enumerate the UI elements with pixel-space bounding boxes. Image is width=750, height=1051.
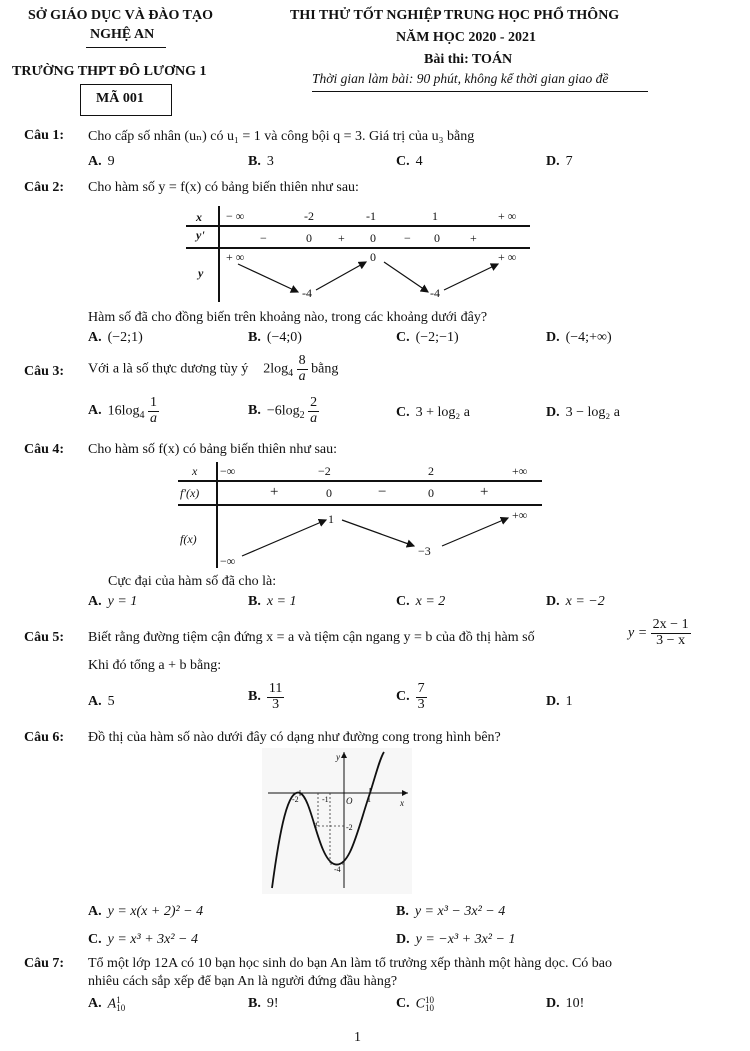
q7-label: Câu 7: [24, 956, 65, 971]
q6-graph [262, 748, 412, 894]
q2-x-val-3: -1 [366, 209, 376, 223]
province-name: NGHỆ AN [90, 27, 155, 42]
q2-option-d[interactable] [546, 330, 612, 346]
q3-option-a-den: a [150, 410, 158, 426]
q3-option-b-base: 2 [299, 410, 305, 422]
q7-option-a-value: A [107, 996, 117, 1012]
q6-option-a-value: y = x(x + 2)² − 4 [107, 904, 204, 919]
q2-y-top-right: + ∞ [498, 250, 517, 264]
q2-sign-7: + [470, 231, 477, 245]
q5-option-d-key: D. [546, 694, 560, 709]
q5-option-c-key: C. [396, 689, 410, 705]
q2-sign-1: − [260, 231, 267, 245]
q5-option-c[interactable] [396, 682, 427, 712]
q7-option-b-key: B. [248, 996, 261, 1011]
q6-option-c-value: y = x³ + 3x² − 4 [107, 932, 199, 947]
q3-text-pre: Với a là số thực dương tùy ý [88, 361, 249, 377]
q2-label: Câu 2: [24, 180, 65, 195]
q5-line2: Khi đó tổng a + b bằng: [88, 658, 222, 673]
q2-option-d-value: (−4;+∞) [565, 330, 612, 345]
q2-option-c-value: (−2;−1) [415, 330, 459, 345]
q6-axis-y: y [336, 752, 340, 762]
q4-option-b-value: x = 1 [266, 594, 297, 609]
q5-option-a[interactable] [88, 694, 115, 710]
q4-option-d-value: x = −2 [565, 594, 605, 609]
q2-x-val-5: + ∞ [498, 209, 517, 223]
q2-y-min-1: -4 [302, 286, 312, 300]
q2-sign-6: 0 [434, 231, 440, 245]
q2-x-val-2: -2 [304, 209, 314, 223]
q2-y-top-left: + ∞ [226, 250, 245, 264]
q5-option-c-den: 3 [417, 696, 425, 712]
q2-option-b-key: B. [248, 330, 261, 345]
q5-option-b[interactable] [248, 682, 284, 712]
q5-option-b-num: 11 [268, 681, 283, 696]
q2-row-yprime: y' [196, 228, 205, 242]
q2-row-x: x [196, 210, 202, 224]
q2-text: Cho hàm số y = f(x) có bảng biến thiên như sau: [88, 180, 359, 195]
q3-option-a[interactable] [88, 396, 159, 426]
q4-row-fprime: f′(x) [180, 486, 200, 500]
q4-sign-5: + [480, 484, 489, 500]
q3-option-b-den: a [310, 410, 318, 426]
q4-x-val-1: −∞ [220, 464, 236, 478]
q3-expr-den: a [298, 368, 306, 384]
q3-option-c[interactable] [396, 405, 470, 421]
q2-sign-3: + [338, 231, 345, 245]
q7-option-b[interactable] [248, 996, 279, 1012]
q1-option-b-key: B. [248, 154, 261, 169]
q3-option-c-key: C. [396, 405, 410, 420]
q1-option-a[interactable] [88, 154, 115, 170]
q3-option-b-coef: −6log [266, 403, 300, 419]
q3-expr-num: 8 [298, 353, 306, 368]
q6-text: Đồ thị của hàm số nào dưới đây có dạng như đường cong trong hình bên? [88, 730, 501, 745]
q2-row-y: y [198, 266, 204, 280]
q3-expr-fraction [297, 354, 308, 384]
q1-option-d-key: D. [546, 154, 560, 169]
q5-fn-pre: y = [628, 625, 648, 641]
q7-option-b-value: 9! [266, 996, 279, 1011]
q6-option-a-key: A. [88, 904, 102, 919]
q5-option-d[interactable] [546, 694, 573, 710]
q7-text-line1: Tổ một lớp 12A có 10 bạn học sinh do bạn An làm tổ trưởng xếp thành một hàng dọc. Có bao [88, 956, 612, 971]
q2-option-d-key: D. [546, 330, 560, 345]
q4-sign-3: − [378, 484, 387, 500]
q3-option-c-value: 3 + log₂ a [415, 405, 471, 420]
q4-x-val-4: +∞ [512, 464, 528, 478]
q3-text-post: bằng [311, 361, 339, 377]
q4-option-a-key: A. [88, 594, 102, 609]
q4-sign-2: 0 [326, 486, 332, 500]
q7-option-d-value: 10! [565, 996, 585, 1011]
dept-name: SỞ GIÁO DỤC VÀ ĐÀO TẠO [28, 8, 214, 23]
q6-tick-1: 1 [367, 795, 371, 804]
q6-label-i: 1 [314, 821, 318, 830]
q4-row-f: f(x) [180, 532, 197, 546]
q4-x-val-3: 2 [428, 464, 434, 478]
q2-x-val-1: − ∞ [226, 209, 245, 223]
q6-option-d[interactable] [396, 932, 515, 948]
q7-option-c-key: C. [396, 996, 410, 1012]
q6-label: Câu 6: [24, 730, 65, 745]
q4-row-x: x [192, 464, 198, 478]
q4-f-right: +∞ [512, 508, 528, 522]
q2-variation-table [186, 206, 530, 302]
q6-tick-neg2: -2 [292, 795, 299, 804]
q7-option-d[interactable] [546, 996, 584, 1012]
q5-fn-fraction [651, 618, 691, 648]
q3-option-b-fraction [308, 396, 319, 426]
q2-option-a-key: A. [88, 330, 102, 345]
q5-option-b-key: B. [248, 689, 261, 705]
q1-option-a-key: A. [88, 154, 102, 169]
q2-y-mid: 0 [370, 250, 376, 264]
school-name: TRƯỜNG THPT ĐÔ LƯƠNG 1 [12, 64, 207, 79]
q5-option-c-fraction [416, 682, 427, 712]
q1-option-c-value: 4 [415, 154, 423, 169]
q1-option-b-value: 3 [266, 154, 274, 169]
q6-tick-y-neg4: -4 [334, 865, 341, 874]
q7-option-c-value: C [415, 996, 425, 1012]
q7-option-c-sup: 10 [424, 995, 434, 1005]
q7-option-a[interactable] [88, 996, 125, 1012]
q5-fn-num: 2x − 1 [652, 617, 689, 632]
time-limit: Thời gian làm bài: 90 phút, không kể thời gian giao đề [312, 71, 609, 86]
q4-f-min: −3 [418, 544, 431, 558]
q7-option-a-key: A. [88, 996, 102, 1012]
q3-label: Câu 3: [24, 364, 65, 379]
q3-line [88, 354, 338, 384]
q2-sign-2: 0 [306, 231, 312, 245]
q5-text: Biết rằng đường tiệm cận đứng x = a và tiệm cận ngang y = b của đồ thị hàm số [88, 630, 535, 645]
q7-option-a-sup: 1 [116, 995, 121, 1005]
q7-option-c[interactable] [396, 996, 434, 1012]
q4-f-left: −∞ [220, 554, 236, 568]
q1-text: Cho cấp số nhân (uₙ) có u₁ = 1 và công bội q = 3. Giá trị của u₃ bằng [88, 129, 475, 144]
header-underline-right [312, 91, 648, 92]
q5-option-a-value: 5 [107, 694, 115, 709]
page-number: 1 [354, 1030, 361, 1045]
exam-title: THI THỬ TỐT NGHIỆP TRUNG HỌC PHỔ THÔNG [290, 8, 620, 23]
q3-option-a-num: 1 [150, 395, 158, 410]
q4-option-b-key: B. [248, 594, 261, 609]
q1-option-c-key: C. [396, 154, 410, 169]
q7-text-line2: nhiêu cách sắp xếp để bạn An là người đứng đầu hàng? [88, 974, 398, 989]
q2-option-c-key: C. [396, 330, 410, 345]
q7-option-d-key: D. [546, 996, 560, 1011]
q1-option-d-value: 7 [565, 154, 573, 169]
q2-sign-5: − [404, 231, 411, 245]
q4-x-val-2: −2 [318, 464, 331, 478]
q2-option-b[interactable] [248, 330, 302, 346]
q6-option-b-key: B. [396, 904, 409, 919]
q4-option-a[interactable] [88, 594, 137, 610]
q2-question: Hàm số đã cho đồng biến trên khoảng nào, trong các khoảng dưới đây? [88, 310, 488, 325]
q6-option-c-key: C. [88, 932, 102, 947]
q6-option-a[interactable] [88, 904, 203, 920]
q1-label: Câu 1: [24, 128, 65, 143]
q7-option-a-sub: 10 [116, 1003, 126, 1014]
q3-option-a-base: 4 [139, 410, 145, 422]
q1-option-d[interactable] [546, 154, 573, 170]
q4-f-max: 1 [328, 512, 334, 526]
q6-axis-x: x [400, 798, 404, 808]
subject: Bài thi: TOÁN [424, 52, 513, 67]
q6-tick-neg1: -1 [322, 795, 329, 804]
q5-option-b-den: 3 [272, 696, 280, 712]
q4-label: Câu 4: [24, 442, 65, 457]
q3-expr-coef: 2log [263, 361, 289, 377]
q4-option-b[interactable] [248, 594, 297, 610]
q2-option-a-value: (−2;1) [107, 330, 143, 345]
q5-option-c-num: 7 [417, 681, 425, 696]
q3-option-a-key: A. [88, 403, 102, 419]
q1-option-a-value: 9 [107, 154, 115, 169]
q3-option-b-key: B. [248, 403, 261, 419]
q4-option-d[interactable] [546, 594, 605, 610]
q5-option-d-value: 1 [565, 694, 573, 709]
q3-option-a-fraction [148, 396, 159, 426]
q5-function [628, 618, 691, 648]
q3-option-d-value: 3 − log₂ a [565, 405, 621, 420]
q6-option-b-value: y = x³ − 3x² − 4 [414, 904, 506, 919]
exam-code: MÃ 001 [96, 91, 144, 106]
q4-variation-arrows [178, 462, 542, 568]
q3-option-a-coef: 16log [107, 403, 140, 419]
q5-fn-den: 3 − x [656, 632, 686, 648]
q4-text: Cho hàm số f(x) có bảng biến thiên như sau: [88, 442, 338, 457]
q4-option-c[interactable] [396, 594, 445, 610]
q6-option-d-value: y = −x³ + 3x² − 1 [415, 932, 516, 947]
q6-tick-y-neg2: -2 [346, 823, 353, 832]
q7-option-c-sub: 10 [424, 1003, 434, 1014]
q6-option-c[interactable] [88, 932, 198, 948]
q3-option-d[interactable] [546, 405, 620, 421]
q6-option-b[interactable] [396, 904, 505, 920]
header-underline-left [86, 47, 166, 48]
q3-option-b[interactable] [248, 396, 319, 426]
q4-option-c-key: C. [396, 594, 410, 609]
q4-sign-4: 0 [428, 486, 434, 500]
q3-option-b-num: 2 [310, 395, 318, 410]
q5-option-b-fraction [267, 682, 284, 712]
q3-expr-base: 4 [288, 368, 294, 380]
q2-option-c[interactable] [396, 330, 459, 346]
q5-label: Câu 5: [24, 630, 65, 645]
q1-option-b[interactable] [248, 154, 274, 170]
q1-option-c[interactable] [396, 154, 423, 170]
q3-option-d-key: D. [546, 405, 560, 420]
q4-variation-table [178, 462, 542, 568]
q4-question: Cực đại của hàm số đã cho là: [108, 574, 277, 589]
q5-option-a-key: A. [88, 694, 102, 709]
q2-option-a[interactable] [88, 330, 143, 346]
q2-variation-arrows [186, 206, 530, 302]
q6-option-d-key: D. [396, 932, 410, 947]
q4-sign-1: + [270, 484, 279, 500]
q6-origin: O [346, 796, 353, 806]
q4-option-d-key: D. [546, 594, 560, 609]
q2-option-b-value: (−4;0) [266, 330, 302, 345]
school-year: NĂM HỌC 2020 - 2021 [396, 30, 536, 45]
q2-x-val-4: 1 [432, 209, 438, 223]
q2-sign-4: 0 [370, 231, 376, 245]
q2-y-min-2: -4 [430, 286, 440, 300]
q4-option-a-value: y = 1 [107, 594, 138, 609]
q4-option-c-value: x = 2 [415, 594, 446, 609]
